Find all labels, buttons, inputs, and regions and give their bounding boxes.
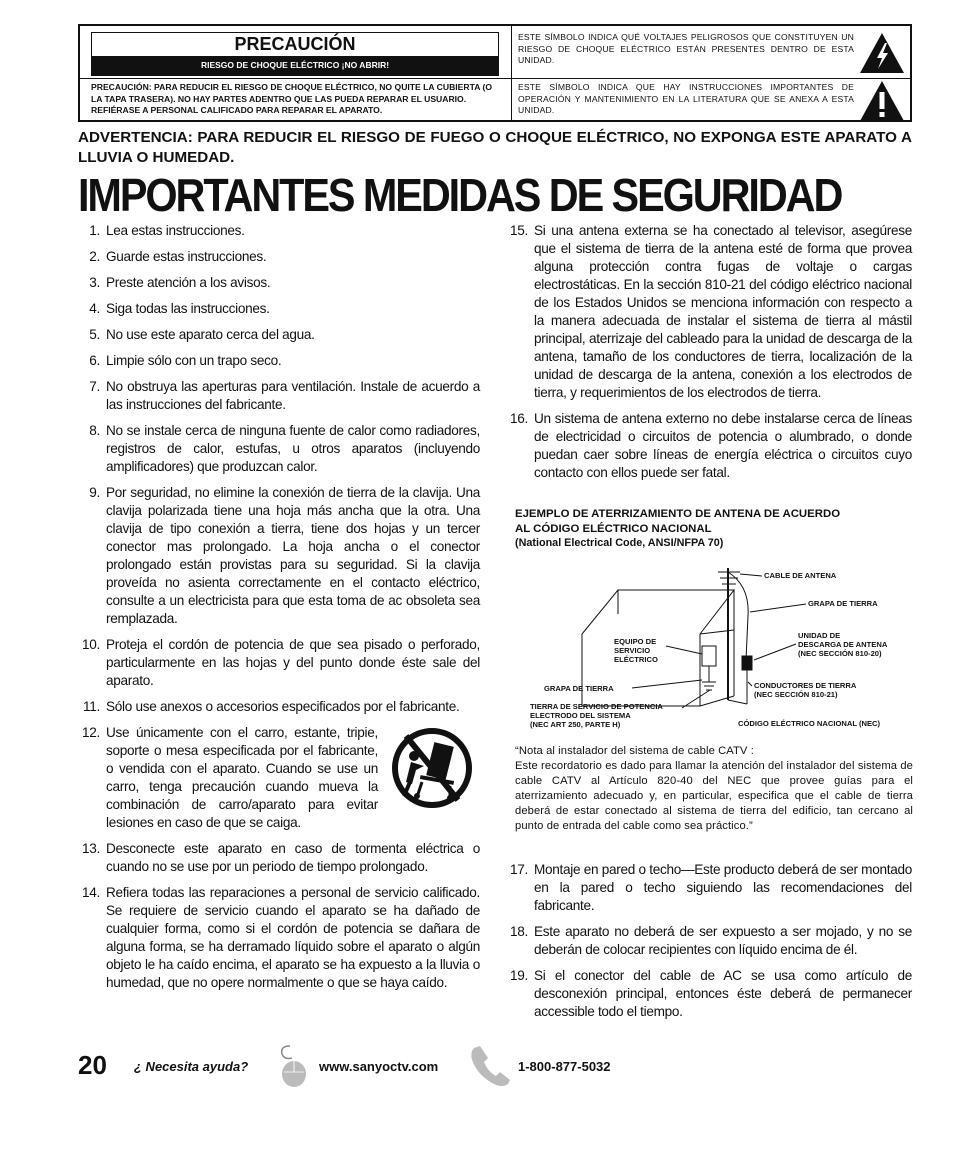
list-item: 10. Proteja el cordón de potencia de que sea pisado o perforado, particularmente en las hojas y del punto donde éste sale del aparato. — [82, 637, 480, 688]
label-codigo-nec: CÓDIGO ELÉCTRICO NACIONAL (NEC) — [738, 719, 881, 728]
label-conductores: CONDUCTORES DE TIERRA — [754, 681, 857, 690]
divider — [511, 26, 512, 120]
list-item: 16. Un sistema de antena externo no debe instalarse cerca de líneas de electricidad o circuitos de potencia o alumbrado, o donde puedan caer sobre líneas de energía eléctrica o circuitos cuyo contacto con ellos puede ser fatal. — [510, 411, 912, 480]
list-item: 3. Preste atención a los avisos. — [89, 275, 271, 290]
caution-label — [91, 32, 499, 76]
label-unidad: UNIDAD DE — [798, 631, 841, 640]
label-cable-antena: CABLE DE ANTENA — [764, 571, 837, 580]
caution-body: PRECAUCIÓN: PARA REDUCIR EL RIESGO DE CHOQUE ELÉCTRICO, NO QUITE LA CUBIERTA (O LA TAPA TRASERA). NO HAY PARTES ADENTRO QUE LAS PUEDA REPARAR EL USUARIO. REFIÉRASE A PERSONAL CALIFICADO PARA REPARAR EL APARATO. — [91, 82, 493, 115]
caution-title: PRECAUCIÓN — [234, 34, 356, 54]
catv-note: “Nota al instalador del sistema de cable CATV : Este recordatorio es dado para llamar la atención del instalador del sistema de cable CATV al Artículo 820-40 del NEC que provee guías para el aterrizamiento adecuado y, en particular, especifica que el cable de tierra deberá de estar conectado al sistema de tierra del edificio, tan cercano al punto de entrada del cable como sea práctico.” — [515, 745, 913, 832]
label-equipo: ELÉCTRICO — [614, 655, 658, 664]
label-conductores: (NEC SECCIÓN 810-21) — [754, 690, 838, 699]
safety-list-right-a — [506, 222, 912, 490]
list-item: 11. Sólo use anexos o accesorios especificados por el fabricante. — [83, 699, 460, 714]
list-item: 15. Si una antena externa se ha conectado al televisor, asegúrese que el sistema de tierra de la antena esté de forma que provea alguna protección contra fugas de voltaje o cargas electrostáticas. En la sección 810-21 del código eléctrico nacional de los Estados Unidos se menciona información con respecto a la manera adecuada de instalar el sistema de tierra al mástil principal, aterrizaje del cableado para la unidad de descarga de la antena, tamaño de los conductores de tierra, localización de la unidad de descarga de la antena, conexión a los electrodos de tierra, y requerimientos de los electrodos de tierra. — [510, 223, 912, 400]
caution-box — [78, 24, 912, 122]
symbol2-text: ESTE SÍMBOLO INDICA QUE HAY INSTRUCCIONES IMPORTANTES DE OPERACIÓN Y MANTENIMIENTO EN LA LITERATURA QUE SE ANEXA A ESTA UNIDAD. — [518, 82, 854, 115]
list-item: 14. Refiera todas las reparaciones a personal de servicio calificado. Se requiere de servicio cuando el aparato se ha dañado de cualquier forma, como si el cordón de potencia se dañara de alguna forma, se ha derramado líquido sobre el aparato o algún objeto le ha caído encima, el aparato se ha expuesto a la lluvia o humedad, que no opere normalmente o que se haya caído. — [82, 885, 480, 990]
warning-text: ADVERTENCIA: PARA REDUCIR EL RIESGO DE FUEGO O CHOQUE ELÉCTRICO, NO EXPONGA ESTE APARATO A LLUVIA O HUMEDAD. — [78, 129, 912, 166]
list-item: 19. Si el conector del cable de AC se usa como artículo de desconexión principal, entonces éste deberá de permanecer accessible todo el tiempo. — [510, 968, 912, 1019]
mouse-icon — [276, 1044, 310, 1088]
help-text: ¿ Necesita ayuda? — [134, 1059, 249, 1074]
list-item: 12. Use únicamente con el carro, estante, tripie, soporte o mesa especificada por el fabricante, o vendida con el aparato. Cuando se use un carro, tenga precaución cuando mueva la combinación de carro/aparato para evitar lesiones en caso de que se caiga. — [78, 724, 480, 832]
list-item: 8. No se instale cerca de ninguna fuente de calor como radiadores, registros de calor, estufas, u otros aparatos (incluyendo amplificadores) que produzcan calor. — [89, 423, 480, 474]
phone-number[interactable]: 1-800-877-5032 — [518, 1059, 611, 1074]
label-unidad: DESCARGA DE ANTENA — [798, 640, 888, 649]
label-equipo: SERVICIO — [614, 646, 651, 655]
website-link[interactable]: www.sanyoctv.com — [319, 1059, 439, 1074]
label-grapa-tierra-left: GRAPA DE TIERRA — [544, 684, 614, 693]
label-tierra-servicio: ELECTRODO DEL SISTEMA — [530, 711, 631, 720]
list-item: 1. Lea estas instrucciones. — [89, 223, 245, 238]
caution-bar: RIESGO DE CHOQUE ELÉCTRICO ¡NO ABRIR! — [92, 56, 498, 75]
list-item: 6. Limpie sólo con un trapo seco. — [89, 353, 282, 368]
grounding-example-heading: EJEMPLO DE ATERRIZAMIENTO DE ANTENA DE ACUERDO AL CÓDIGO ELÉCTRICO NACIONAL (National Electrical Code, ANSI/NFPA 70) — [515, 508, 841, 549]
page-number: 20 — [78, 1050, 107, 1080]
safety-list-left — [78, 222, 480, 1000]
label-tierra-servicio: TIERRA DE SERVICIO DE POTENCIA — [530, 702, 663, 711]
divider — [80, 78, 910, 79]
list-item: 4. Siga todas las instrucciones. — [89, 301, 270, 316]
page-title: IMPORTANTES MEDIDAS DE SEGURIDAD — [78, 169, 842, 221]
label-grapa-tierra-top: GRAPA DE TIERRA — [808, 599, 878, 608]
symbol1-text: ESTE SÍMBOLO INDICA QUÉ VOLTAJES PELIGROSOS QUE CONSTITUYEN UN RIESGO DE CHOQUE ELÉCTRICO ESTÁN PRESENTES DENTRO DE ESTA UNIDAD. — [518, 32, 854, 65]
list-item: 9. Por seguridad, no elimine la conexión de tierra de la clavija. Una clavija polarizada tiene una hoja más ancha que la otra. Una clavija de tipo conexión a tierra, tiene dos hojas y un tercer conector mas prolongado. La hoja ancha o el conector prolongado están provistas para su seguridad. Si la clavija proveída no asienta correctamente en el contacto eléctrico, consulte a un electricista para que esta toma de ac obsoleta sea remplazada. — [89, 485, 480, 626]
list-item: 13. Desconecte este aparato en caso de tormenta eléctrica o cuando no se use por un periodo de tiempo prolongado. — [82, 841, 480, 874]
lightning-warning-icon — [858, 31, 906, 75]
list-item: 2. Guarde estas instrucciones. — [89, 249, 267, 264]
list-item: 18. Este aparato no deberá de ser expuesto a ser mojado, y no se deberán de colocar recipientes con líquido encima de él. — [510, 924, 912, 957]
safety-list-right-b — [506, 861, 912, 1029]
label-unidad: (NEC SECCIÓN 810-20) — [798, 649, 882, 658]
phone-icon — [468, 1044, 514, 1090]
footer — [78, 1044, 638, 1094]
exclamation-warning-icon — [858, 79, 906, 123]
list-item: 5. No use este aparato cerca del agua. — [89, 327, 315, 342]
label-equipo: EQUIPO DE — [614, 637, 657, 646]
cart-warning-icon — [386, 726, 478, 810]
antenna-grounding-diagram — [514, 556, 914, 734]
list-item: 7. No obstruya las aperturas para ventilación. Instale de acuerdo a las instrucciones del fabricante. — [89, 379, 480, 412]
label-tierra-servicio: (NEC ART 250, PARTE H) — [530, 720, 621, 729]
list-item: 17. Montaje en pared o techo—Este producto deberá de ser montado en la pared o techo siguiendo las recomendaciones del fabricante. — [510, 862, 912, 913]
